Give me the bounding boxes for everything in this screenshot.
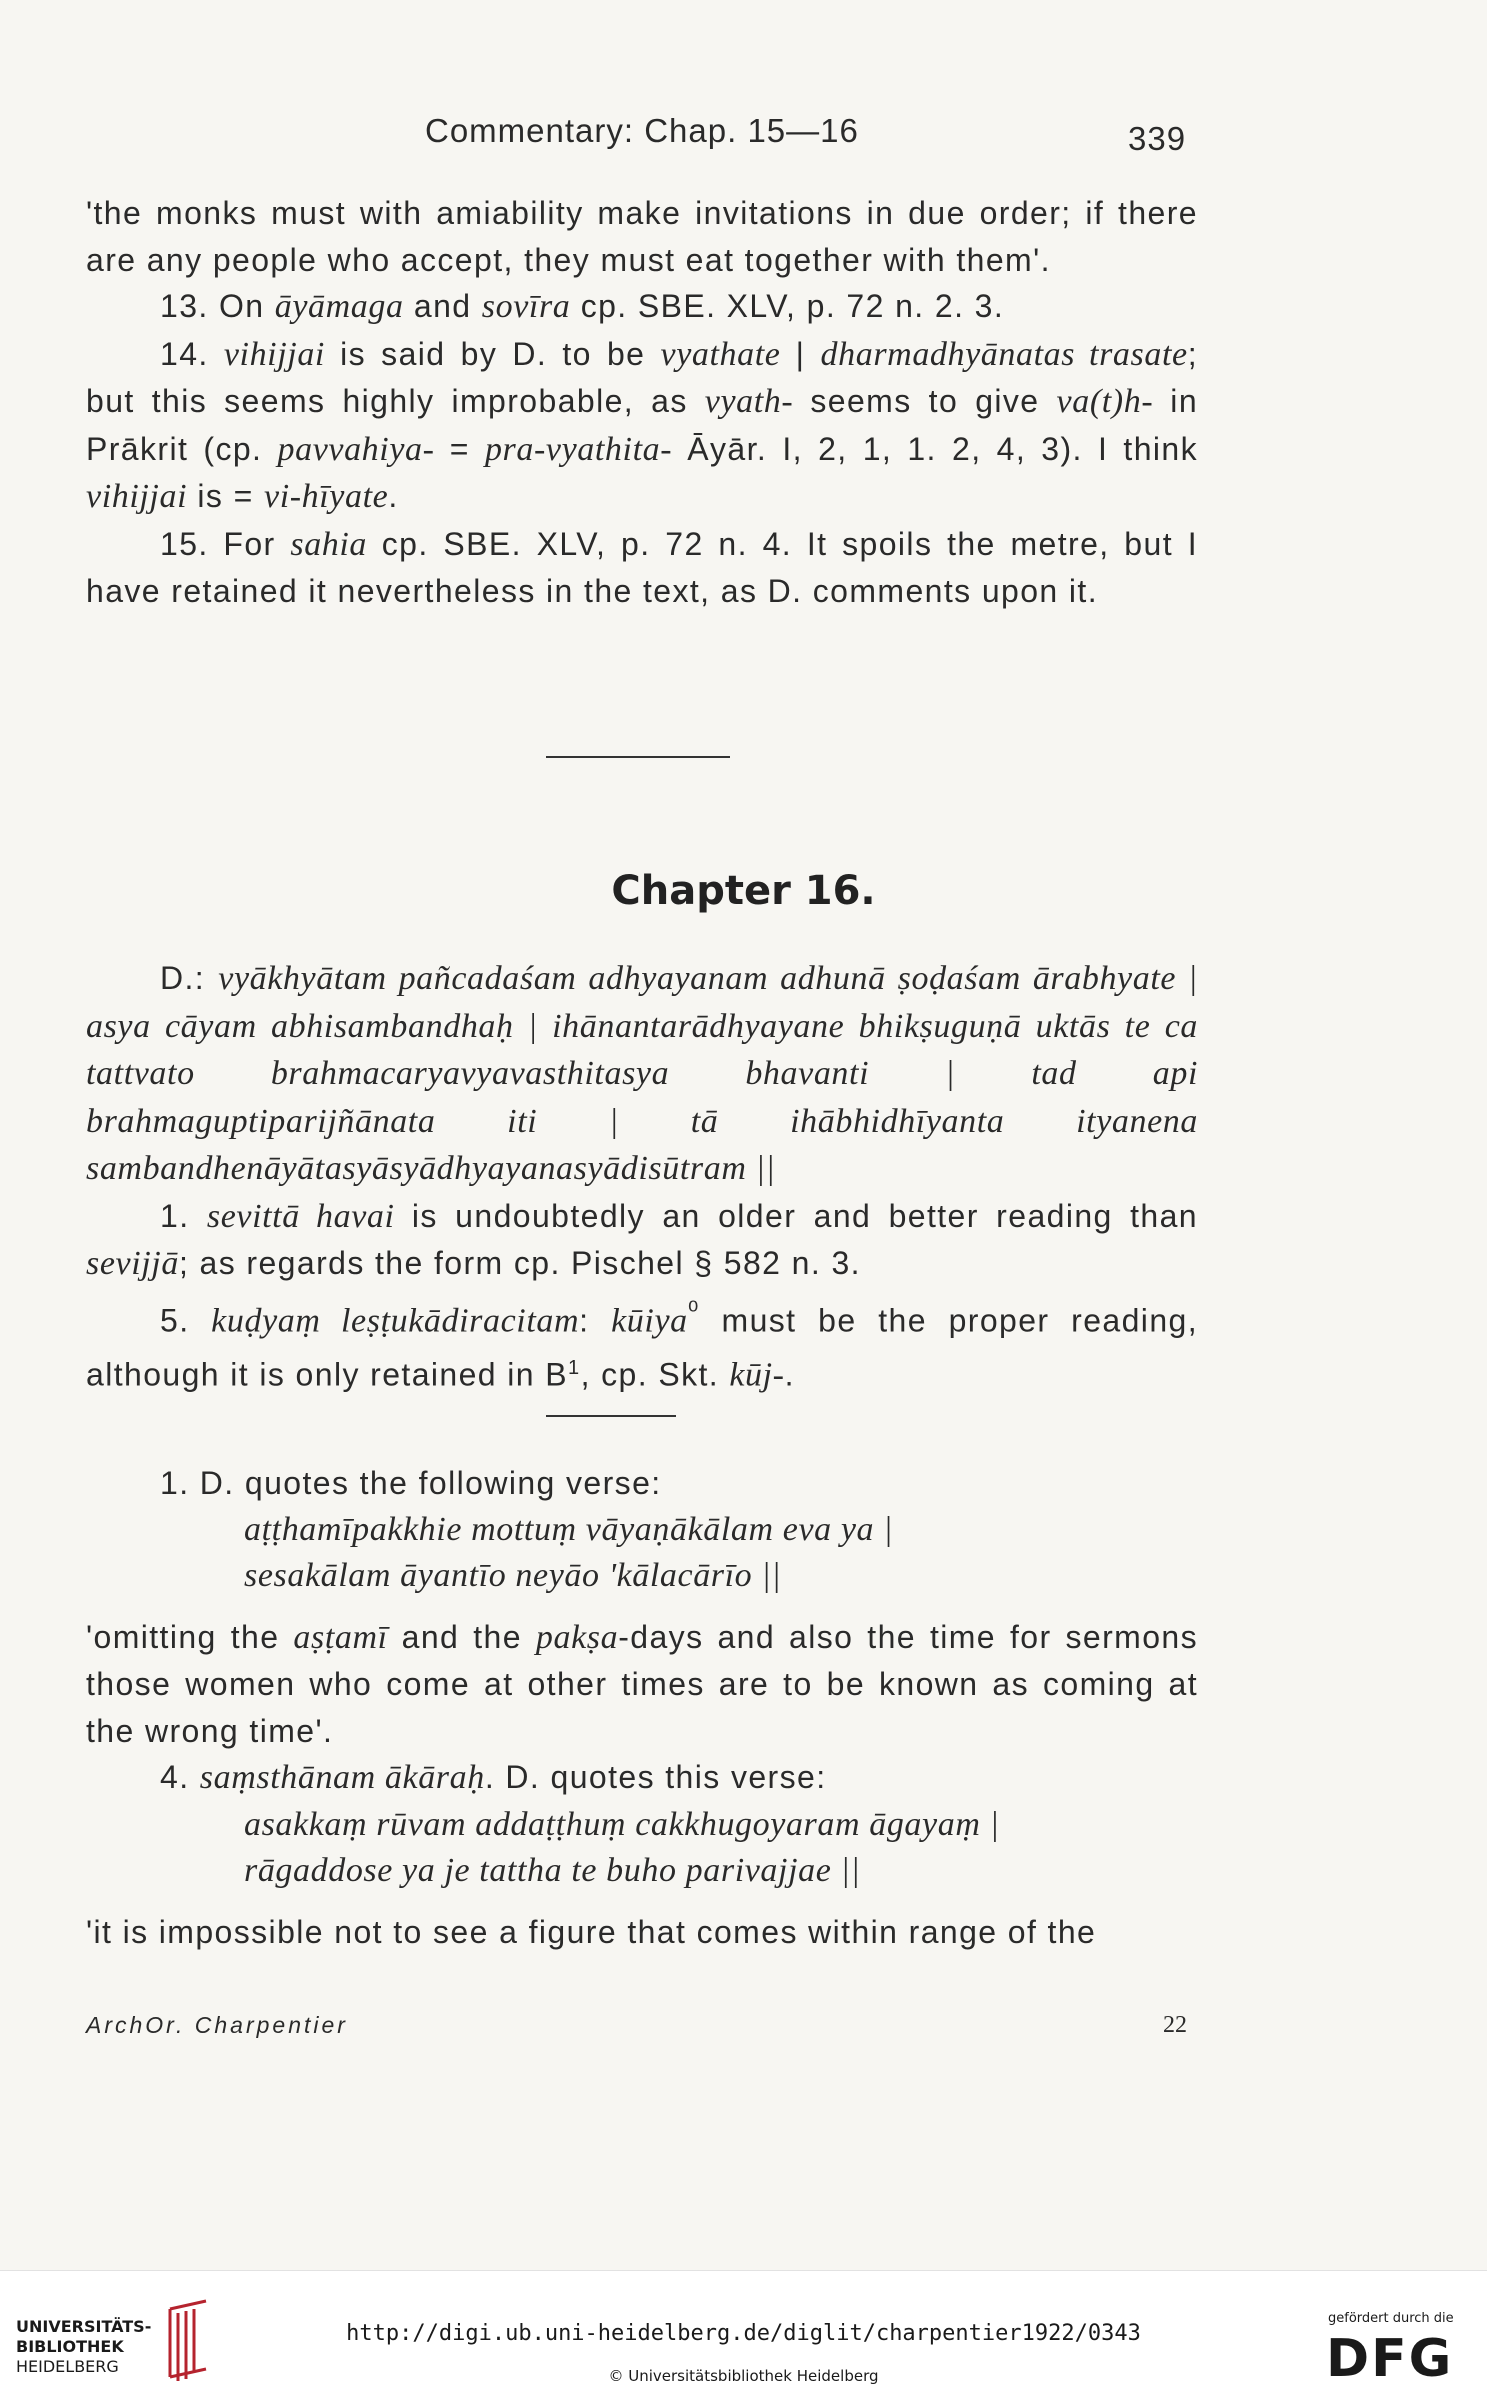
- verse-2-line-1: asakkaṃ rūvam addaṭṭhuṃ cakkhugoyaram āgayaṃ |: [244, 1805, 1000, 1843]
- funder-caption: gefördert durch die: [1328, 2311, 1454, 2326]
- section-divider-2: [546, 1415, 676, 1417]
- verse-2-line-2: rāgaddose ya je tattha te buho parivajjae ||: [244, 1852, 861, 1889]
- note-14: 14. vihijjai is said by D. to be vyathate | dharmadhyānatas trasate; but this seems highly improbable, as vyath- seems to give va(t)h- in Prākrit (cp. pavvahiya- = pra-vyathita- Āyār. I, 2, 1, 1. 2, 4, 3). I think vihijjai is = vi-hīyate.: [86, 335, 1199, 515]
- running-title: Commentary: Chap. 15—16: [425, 112, 859, 149]
- ch16-note-1: 1. sevittā havai is undoubtedly an older and better reading than sevijjā; as regards the form cp. Pischel § 582 n. 3.: [86, 1197, 1198, 1282]
- library-name: UNIVERSITÄTS- BIBLIOTHEK HEIDELBERG: [16, 2317, 152, 2376]
- digitization-footer: [0, 2270, 1487, 2401]
- ch16-note-5: 5. kuḍyaṃ leṣṭukādiracitam: kūiya$^{^0}$ must be the proper reading, although it is only retained in $B^1$, cp. Skt. kūj-.: [86, 1295, 1199, 1394]
- verse-1-line-2: sesakālam āyantīo neyāo 'kālacārīo ||: [244, 1557, 782, 1594]
- chapter-heading: Chapter 16.: [611, 868, 876, 914]
- chapter16-intro: D.: vyākhyātam pañcadaśam adhyayanam adhunā ṣoḍaśam ārabhyate | asya cāyam abhisambandhaḥ | ihānantarādhyayane bhikṣuguṇā uktās te ca tattvato brahmacaryavyavasthitasya bhavanti | tad api brahmaguptiparijñānata iti | tā ihābhidhīyanta ityanena sambandhenāyātasyāsyādhyayanasyādisūtram ||: [86, 960, 1198, 1187]
- second-notes-block: [86, 1460, 1198, 1955]
- note-1-intro: 1. D. quotes the following verse:: [160, 1465, 662, 1501]
- running-head: [0, 112, 1487, 162]
- printer-signature: ArchOr. Charpentier: [86, 2012, 348, 2038]
- permalink-link[interactable]: http://digi.ub.uni-heidelberg.de/diglit/charpentier1922/0343: [346, 2321, 1141, 2346]
- dfg-logo: DFG: [1326, 2329, 1454, 2389]
- page-number: 339: [1128, 120, 1187, 157]
- copyright-notice: © Universitätsbibliothek Heidelberg: [608, 2367, 879, 2385]
- verse-1-line-1: aṭṭhamīpakkhie mottuṃ vāyaṇākālam eva ya |: [244, 1510, 894, 1548]
- verse-1-translation: 'omitting the aṣṭamī and the pakṣa-days and also the time for sermons those women who come at other times are to be known as coming at the wrong time'.: [86, 1618, 1198, 1749]
- verse-2-translation: 'it is impossible not to see a figure that comes within range of the: [86, 1913, 1097, 1950]
- note-15: 15. For sahia cp. SBE. XLV, p. 72 n. 4. It spoils the metre, but I have retained it nevertheless in the text, as D. comments upon it.: [86, 525, 1199, 609]
- continuation-paragraph: 'the monks must with amiability make invitations in due order; if there are any people who accept, they must eat together with them'.: [86, 195, 1198, 278]
- commentary-ch15-block: [86, 190, 1198, 615]
- chapter16-block: [86, 955, 1198, 1399]
- sheet-number: 22: [1163, 2012, 1187, 2038]
- note-4: 4. saṃsthānam ākāraḥ. D. quotes this verse:: [160, 1759, 827, 1796]
- section-divider: [546, 756, 730, 758]
- note-13: 13. On āyāmaga and sovīra cp. SBE. XLV, p. 72 n. 2. 3.: [160, 288, 1005, 325]
